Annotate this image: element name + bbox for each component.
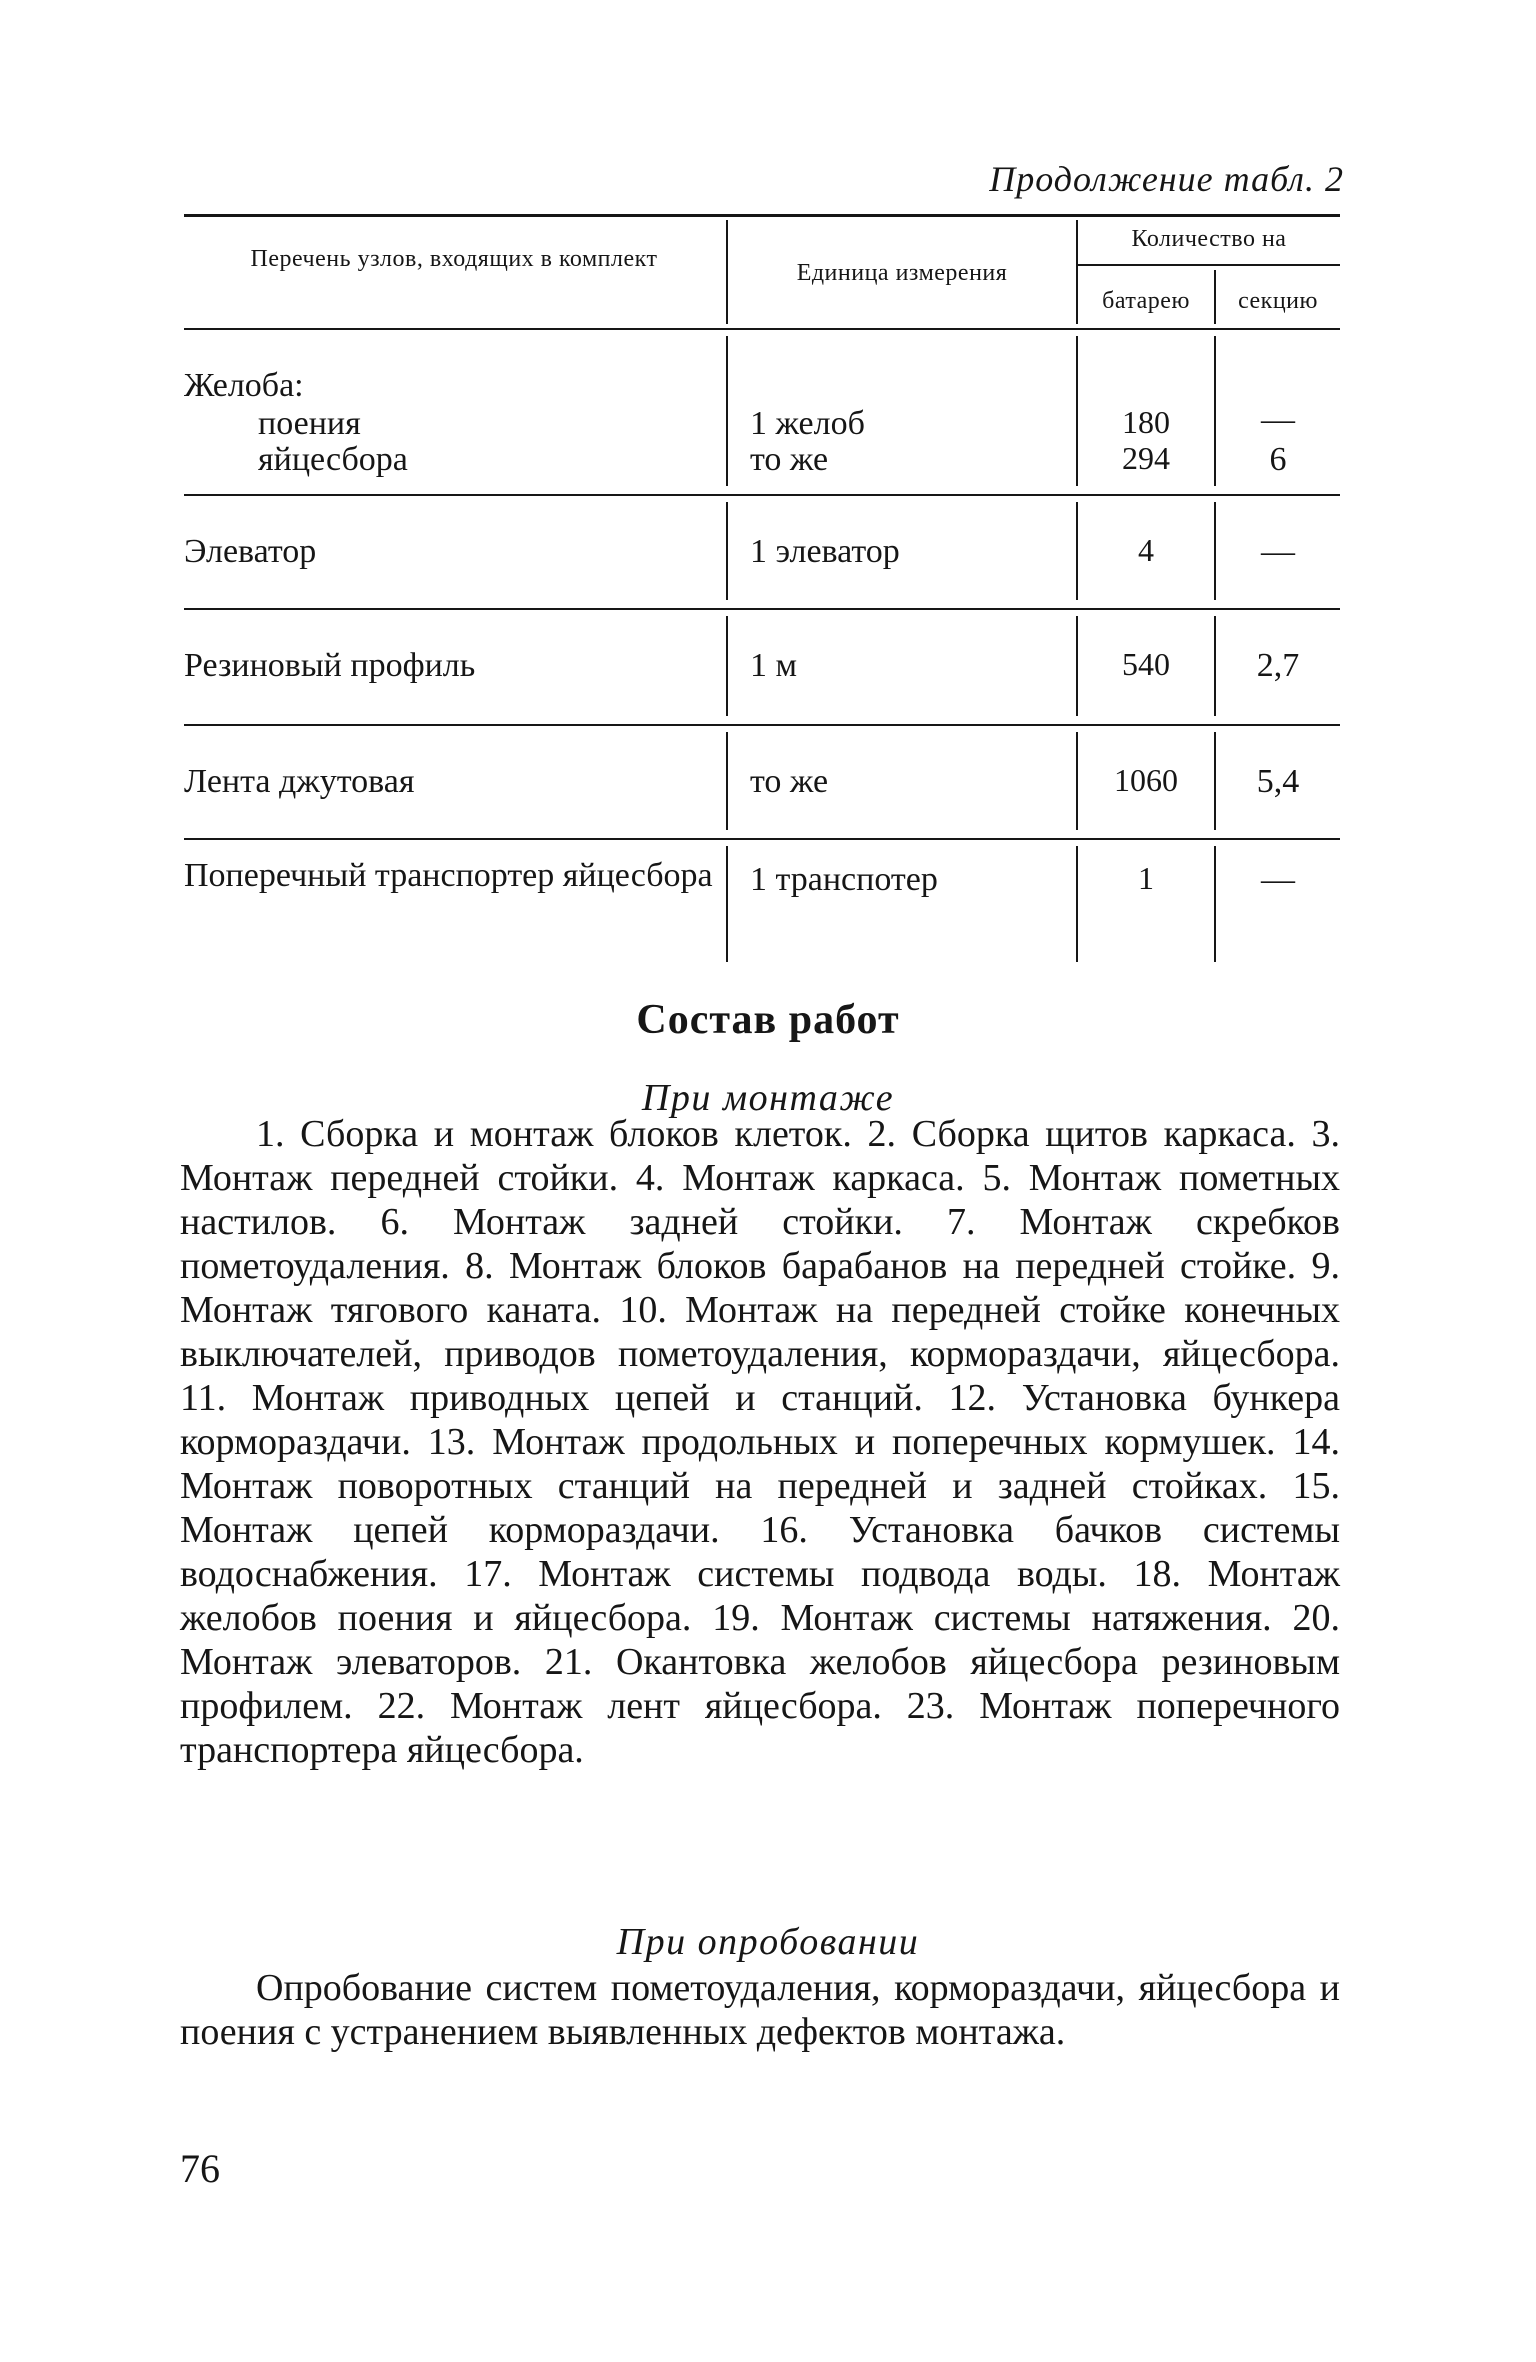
row-1-item-line: яйцесбора: [258, 441, 408, 478]
assembly-subheading: При монтаже: [641, 1077, 895, 1119]
testing-paragraph: Опробование систем пометоудаления, кормораздачи, яйцесбора и поения с устранением выявленных дефектов монтажа.: [180, 1967, 1340, 2053]
header-unit-column: Единица измерения: [796, 260, 1008, 286]
row-5-unit: 1 транспотер: [750, 861, 938, 898]
row-2-battery: 4: [1138, 532, 1154, 568]
row-5-section: —: [1261, 861, 1295, 898]
row-1-item-line: Желоба:: [184, 367, 304, 404]
row-1-section-value: —: [1261, 401, 1295, 438]
row-2-item: Элеватор: [184, 533, 317, 570]
header-battery-column: батарею: [1102, 288, 1190, 314]
row-5-item: Поперечный транспортер яйцесбора: [184, 857, 713, 894]
column-divider: [726, 846, 728, 962]
page-number: 76: [180, 2146, 220, 2191]
row-4-item: Лента джутовая: [184, 763, 415, 800]
row-2-section: —: [1261, 533, 1295, 570]
row-1-item-line: поения: [258, 405, 361, 442]
row-3-unit: 1 м: [750, 647, 798, 684]
column-divider: [726, 336, 728, 486]
row-4-unit: то же: [750, 763, 829, 800]
table-header-rule: [184, 328, 1340, 330]
row-divider: [184, 724, 1340, 726]
column-divider: [726, 502, 728, 600]
column-divider: [726, 616, 728, 716]
row-5-battery: 1: [1138, 860, 1154, 896]
row-3-section: 2,7: [1256, 647, 1300, 684]
header-quantity-group: Количество на: [1131, 226, 1287, 252]
row-1-battery-value: 294: [1122, 440, 1170, 476]
parts-table: [184, 214, 1340, 994]
column-divider: [726, 732, 728, 830]
row-1-section-value: 6: [1269, 441, 1287, 478]
section-title: Состав работ: [636, 997, 900, 1043]
row-1-unit-line: то же: [750, 441, 829, 478]
testing-subheading: При опробовании: [616, 1921, 920, 1963]
row-4-battery: 1060: [1114, 762, 1178, 798]
header-item-column: Перечень узлов, входящих в комплект: [250, 246, 658, 272]
row-3-item: Резиновый профиль: [184, 647, 476, 684]
row-2-unit: 1 элеватор: [750, 533, 900, 570]
table-continuation-caption: Продолжение табл. 2: [989, 159, 1344, 199]
assembly-paragraph: 1. Сборка и монтаж блоков клеток. 2. Сборка щитов каркаса. 3. Монтаж передней стойки. 4. Монтаж каркаса. 5. Монтаж пометных настилов. 6. Монтаж задней стойки. 7. Монтаж скребков пометоудаления. 8. Монтаж блоков барабанов на передней стойке. 9. Монтаж тягового каната. 10. Монтаж на передней стойке конечных выключателей, приводов пометоудаления, кормораздачи, яйцесбора. 11. Монтаж приводных цепей и станций. 12. Установка бункера кормораздачи. 13. Монтаж продольных и поперечных кормушек. 14. Монтаж поворотных станций на передней и задней стойках. 15. Монтаж цепей кормораздачи. 16. Установка бачков системы водоснабжения. 17. Монтаж системы подвода воды. 18. Монтаж желобов поения и яйцесбора. 19. Монтаж системы натяжения. 20. Монтаж элеваторов. 21. Окантовка желобов яйцесбора резиновым профилем. 22. Монтаж лент яйцесбора. 23. Монтаж поперечного транспортера яйцесбора.: [180, 1113, 1340, 1771]
row-divider: [184, 608, 1340, 610]
quantity-subheader-rule: [1076, 264, 1340, 266]
row-3-battery: 540: [1122, 646, 1170, 682]
row-divider: [184, 494, 1340, 496]
row-1-battery-value: 180: [1122, 404, 1170, 440]
row-4-section: 5,4: [1256, 763, 1300, 800]
column-divider: [726, 220, 728, 324]
table-top-rule: [184, 214, 1340, 217]
header-section-column: секцию: [1238, 288, 1318, 314]
row-1-unit-line: 1 желоб: [750, 405, 865, 442]
row-divider: [184, 838, 1340, 840]
